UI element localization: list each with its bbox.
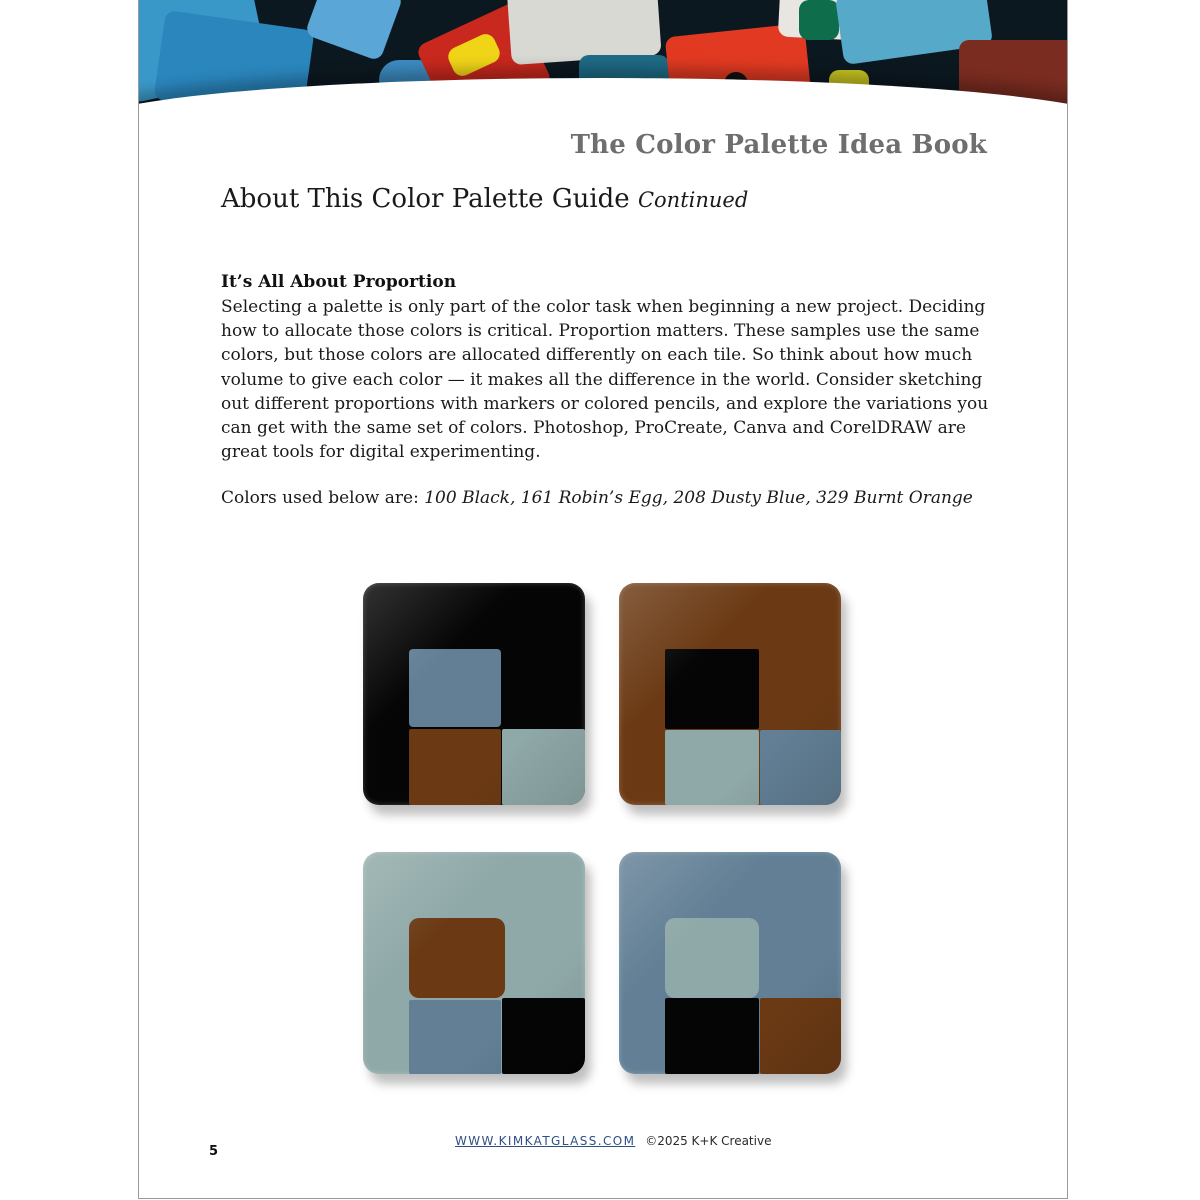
- tile-block-robins-egg: [665, 730, 759, 805]
- tile-block-dusty-blue: [409, 1000, 501, 1074]
- header-banner-image: [139, 0, 1067, 120]
- section-title: [221, 184, 748, 214]
- tile-block-burnt-orange: [409, 918, 505, 998]
- tile-block-robins-egg: [665, 918, 759, 998]
- tile-robins-egg-dominant: [363, 852, 585, 1074]
- footer: [455, 1134, 771, 1148]
- tile-block-black: [665, 998, 759, 1074]
- website-link[interactable]: WWW.KIMKATGLASS.COM: [455, 1134, 636, 1148]
- tile-black-dominant: [363, 583, 585, 805]
- tile-block-dusty-blue: [409, 649, 501, 727]
- tile-dusty-blue-dominant: [619, 852, 841, 1074]
- subheading: It’s All About Proportion: [221, 272, 457, 292]
- book-title: The Color Palette Idea Book: [570, 130, 987, 160]
- tile-block-robins-egg: [502, 729, 585, 805]
- page-number: 5: [209, 1144, 219, 1159]
- tile-orange-dominant: [619, 583, 841, 805]
- copyright: ©2025 K+K Creative: [645, 1134, 772, 1148]
- page: [138, 0, 1068, 1199]
- colors-list: 100 Black, 161 Robin’s Egg, 208 Dusty Blue, 329 Burnt Orange: [424, 488, 973, 508]
- tile-block-black: [665, 649, 759, 729]
- body-paragraph: Selecting a palette is only part of the color task when beginning a new project. Deciding how to allocate those colors is critical. Proportion matters. These samples use the same colors, but those colors are allocated differently on each tile. So think about how much volume to give each color — it makes all the difference in the world. Consider sketching out different proportions with markers or colored pencils, and explore the variations you can get with the same set of colors. Photoshop, ProCreate, Canva and CorelDRAW are great tools for digital experimenting.: [221, 297, 989, 463]
- tile-block-black: [502, 998, 585, 1074]
- tile-block-dusty-blue: [760, 730, 841, 805]
- section-title-suffix: Continued: [637, 188, 749, 212]
- colors-used-line: [221, 488, 1011, 508]
- tile-block-burnt-orange: [409, 729, 501, 805]
- tile-block-burnt-orange: [760, 998, 841, 1074]
- colors-intro: Colors used below are:: [221, 488, 419, 508]
- section-title-text: About This Color Palette Guide: [221, 184, 630, 214]
